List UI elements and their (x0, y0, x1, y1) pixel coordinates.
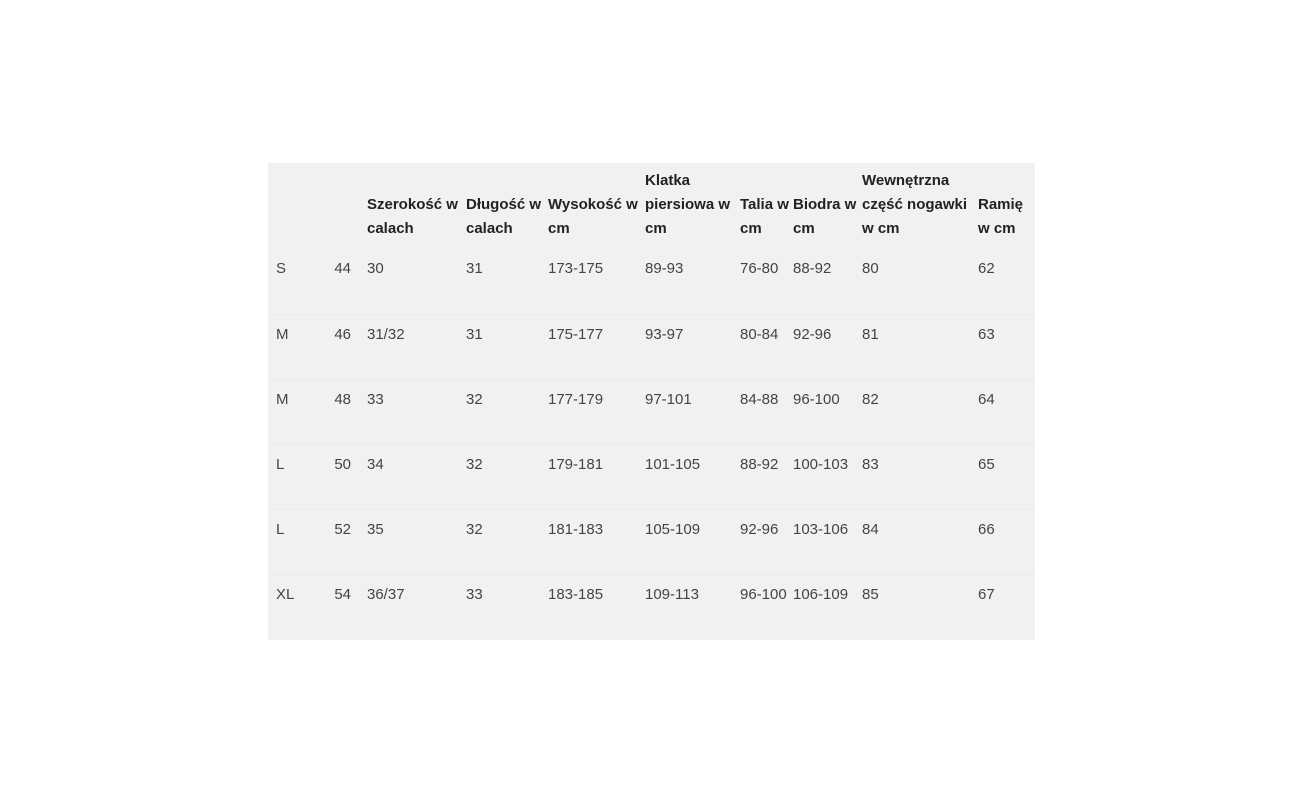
cell-waist-cm: 76-80 (740, 260, 779, 277)
cell-length-inches: 32 (466, 509, 548, 574)
cell-size: M (268, 314, 325, 379)
table-header-row (268, 163, 1035, 249)
size-chart-container (268, 163, 1035, 640)
table-row (268, 444, 1035, 509)
cell-length-inches: 31 (466, 314, 548, 379)
header-chest-cm: Klatka piersiowa w cm (645, 172, 731, 237)
cell-length-inches: 33 (466, 574, 548, 639)
cell-inseam-cm: 83 (862, 444, 978, 509)
header-eu-size (325, 163, 367, 249)
cell-eu-size: 46 (325, 314, 367, 379)
cell-width-inches: 36/37 (367, 574, 466, 639)
cell-width-inches: 34 (367, 444, 466, 509)
cell-eu-size: 44 (334, 260, 351, 277)
cell-hips-cm: 96-100 (793, 379, 862, 444)
cell-eu-size: 50 (325, 444, 367, 509)
cell-height-cm: 183-185 (548, 574, 645, 639)
cell-waist-cm: 88-92 (740, 444, 793, 509)
cell-arm-cm: 64 (978, 379, 1035, 444)
cell-height-cm: 179-181 (548, 444, 645, 509)
cell-height-cm: 175-177 (548, 314, 645, 379)
cell-hips-cm: 88-92 (793, 260, 832, 277)
cell-inseam-cm: 84 (862, 509, 978, 574)
header-height-cm: Wysokość w cm (548, 196, 638, 237)
cell-hips-cm: 100-103 (793, 444, 862, 509)
cell-chest-cm: 109-113 (645, 574, 740, 639)
cell-size: L (268, 509, 325, 574)
cell-hips-cm: 92-96 (793, 314, 862, 379)
cell-length-inches: 31 (466, 260, 483, 277)
cell-length-inches: 32 (466, 379, 548, 444)
cell-arm-cm: 66 (978, 509, 1035, 574)
table-row (268, 509, 1035, 574)
cell-chest-cm: 105-109 (645, 509, 740, 574)
cell-inseam-cm: 85 (862, 574, 978, 639)
cell-inseam-cm: 80 (862, 260, 879, 277)
cell-height-cm: 177-179 (548, 379, 645, 444)
cell-arm-cm: 63 (978, 314, 1035, 379)
table-row (268, 314, 1035, 379)
cell-waist-cm: 92-96 (740, 509, 793, 574)
cell-width-inches: 33 (367, 379, 466, 444)
cell-height-cm: 173-175 (548, 260, 604, 277)
table-row (268, 379, 1035, 444)
header-arm-cm: Ramię w cm (978, 196, 1024, 237)
cell-width-inches: 35 (367, 509, 466, 574)
cell-length-inches: 32 (466, 444, 548, 509)
cell-waist-cm: 84-88 (740, 379, 793, 444)
cell-arm-cm: 62 (978, 260, 995, 277)
cell-size: S (276, 260, 287, 277)
cell-chest-cm: 93-97 (645, 314, 740, 379)
cell-arm-cm: 65 (978, 444, 1035, 509)
header-inseam-cm: Wewnętrzna część nogawki w cm (862, 172, 968, 237)
cell-arm-cm: 67 (978, 574, 1035, 639)
header-size (268, 163, 325, 249)
size-chart-table (268, 163, 1035, 639)
table-row (268, 574, 1035, 639)
cell-chest-cm: 89-93 (645, 260, 684, 277)
cell-width-inches: 31/32 (367, 314, 466, 379)
cell-eu-size: 48 (325, 379, 367, 444)
cell-size: L (268, 444, 325, 509)
cell-eu-size: 52 (325, 509, 367, 574)
table-row (268, 249, 1035, 314)
cell-inseam-cm: 82 (862, 379, 978, 444)
cell-eu-size: 54 (325, 574, 367, 639)
cell-width-inches: 30 (367, 260, 384, 277)
cell-inseam-cm: 81 (862, 314, 978, 379)
header-hips-cm: Biodra w cm (793, 196, 857, 237)
cell-chest-cm: 97-101 (645, 379, 740, 444)
cell-chest-cm: 101-105 (645, 444, 740, 509)
cell-height-cm: 181-183 (548, 509, 645, 574)
header-waist-cm: Talia w cm (740, 196, 789, 237)
cell-size: XL (268, 574, 325, 639)
header-length-inches: Długość w calach (466, 196, 542, 237)
cell-hips-cm: 103-106 (793, 509, 862, 574)
cell-waist-cm: 96-100 (740, 574, 793, 639)
header-width-inches: Szerokość w calach (367, 196, 458, 237)
cell-waist-cm: 80-84 (740, 314, 793, 379)
cell-hips-cm: 106-109 (793, 574, 862, 639)
cell-size: M (268, 379, 325, 444)
